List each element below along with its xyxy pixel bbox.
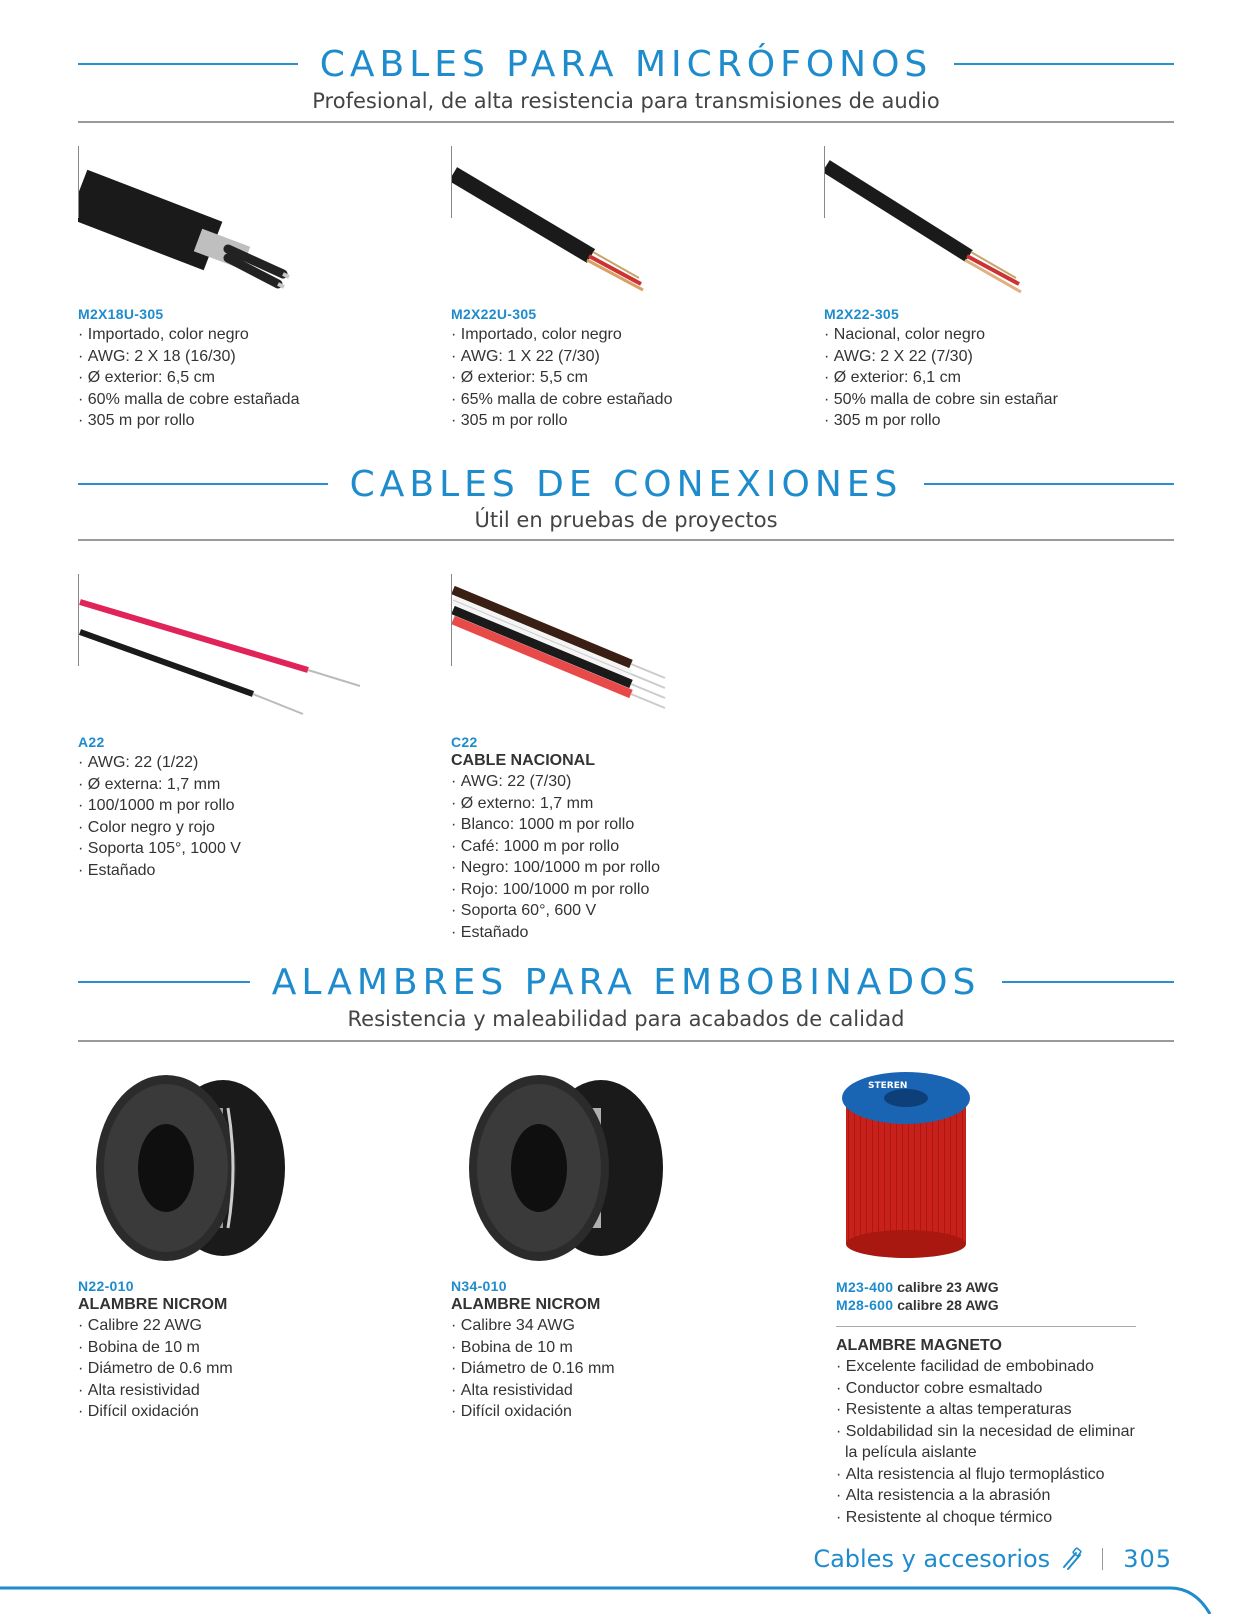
product-image [451,146,791,306]
feature-list [78,1315,418,1423]
feature-item: · Ø exterior: 6,1 cm [824,367,1164,389]
title-line-left [78,63,298,65]
code-description: calibre 28 AWG [897,1297,999,1313]
footer-category: Cables y accesorios [813,1545,1051,1573]
feature-item: · AWG: 1 X 22 (7/30) [451,346,791,368]
product-image [78,574,418,734]
section-title-embobinados [78,960,1174,1004]
mic-cable-image [824,146,1164,306]
feature-item: · Rojo: 100/1000 m por rollo [451,879,791,901]
feature-item: · Ø exterior: 5,5 cm [451,367,791,389]
feature-item: · 65% malla de cobre estañado [451,389,791,411]
section-heading: ALAMBRES PARA EMBOBINADOS [271,961,981,1003]
feature-item: · Diámetro de 0.16 mm [451,1358,791,1380]
section-subtitle: Profesional, de alta resistencia para transmisiones de audio [312,89,940,113]
feature-item: · Resistente a altas temperaturas [836,1399,1136,1421]
feature-item: · Negro: 100/1000 m por rollo [451,857,791,879]
product-n34-010 [451,1068,791,1423]
feature-item: · Calibre 22 AWG [78,1315,418,1337]
section-divider [78,121,1174,123]
feature-item: · Estañado [451,922,791,944]
feature-item: · Café: 1000 m por rollo [451,836,791,858]
product-image [836,1068,1136,1278]
product-code: M2X18U-305 [78,306,164,322]
feature-item: · Ø exterior: 6,5 cm [78,367,418,389]
product-code: M28-600 [836,1297,894,1313]
feature-list [451,771,791,943]
code-description: calibre 23 AWG [897,1279,999,1295]
magnet-wire-spool-image [836,1068,1136,1278]
shielded-cable-image [78,146,418,306]
section-heading: CABLES PARA MICRÓFONOS [319,43,933,85]
product-a22 [78,574,418,881]
title-line-right [924,483,1174,485]
feature-item: · AWG: 2 X 22 (7/30) [824,346,1164,368]
feature-item: · Bobina de 10 m [78,1337,418,1359]
feature-item: · Difícil oxidación [78,1401,418,1423]
product-code: M2X22-305 [824,306,900,322]
feature-item: · Calibre 34 AWG [451,1315,791,1337]
feature-item: · Diámetro de 0.6 mm [78,1358,418,1380]
feature-item: · Importado, color negro [78,324,418,346]
feature-item: · Alta resistividad [451,1380,791,1402]
product-name: ALAMBRE NICROM [451,1296,601,1313]
feature-item: · AWG: 22 (1/22) [78,752,418,774]
section-subtitle: Útil en pruebas de proyectos [474,508,778,532]
feature-item: · Alta resistividad [78,1380,418,1402]
cable-icon [1060,1547,1082,1571]
nichrome-spool-image [451,1068,791,1278]
product-code: A22 [78,734,105,750]
product-image [78,1068,418,1278]
product-code: N22-010 [78,1278,134,1294]
feature-item: · Ø externo: 1,7 mm [451,793,791,815]
product-name: CABLE NACIONAL [451,752,595,769]
title-line-right [1002,981,1174,983]
feature-item: · Nacional, color negro [824,324,1164,346]
feature-list [78,324,418,432]
feature-item: · AWG: 2 X 18 (16/30) [78,346,418,368]
page-footer [813,1545,1172,1573]
feature-item: · 305 m por rollo [824,410,1164,432]
feature-item: · Resistente al choque térmico [836,1507,1136,1529]
title-line-left [78,981,250,983]
feature-list [836,1356,1136,1528]
product-m2x18u-305 [78,146,418,432]
product-divider [836,1326,1136,1327]
product-code: M2X22U-305 [451,306,537,322]
feature-item: · 305 m por rollo [451,410,791,432]
feature-list [824,324,1164,432]
spool-label: STEREN [868,1081,908,1091]
title-line-left [78,483,328,485]
product-code: M23-400 [836,1279,894,1295]
product-code: N34-010 [451,1278,507,1294]
product-code: C22 [451,734,478,750]
hookup-wire-image [78,574,418,734]
feature-item: · Ø externa: 1,7 mm [78,774,418,796]
feature-item: · AWG: 22 (7/30) [451,771,791,793]
product-alambre-magneto [836,1068,1136,1528]
feature-item: · Excelente facilidad de embobinado [836,1356,1136,1378]
feature-item: · Alta resistencia al flujo termoplástico [836,1464,1136,1486]
feature-item: · 60% malla de cobre estañada [78,389,418,411]
product-n22-010 [78,1068,418,1423]
section-divider [78,539,1174,541]
product-image [78,146,418,306]
page-number: 305 [1123,1545,1172,1573]
product-image [824,146,1164,306]
ribbon-cable-image [451,574,791,734]
feature-item: · 305 m por rollo [78,410,418,432]
product-image [451,574,791,734]
section-title-microfonos [78,42,1174,86]
feature-item: · Soporta 105°, 1000 V [78,838,418,860]
product-code-line [836,1278,1136,1296]
feature-item: · Soldabilidad sin la necesidad de eliminar la película aislante [836,1421,1136,1464]
feature-list [78,752,418,881]
feature-item: · Alta resistencia a la abrasión [836,1485,1136,1507]
product-name: ALAMBRE NICROM [78,1296,228,1313]
product-m2x22u-305 [451,146,791,432]
feature-item: · Color negro y rojo [78,817,418,839]
nichrome-spool-image [78,1068,418,1278]
product-m2x22-305 [824,146,1164,432]
footer-wave-decoration [0,1580,1250,1614]
title-line-right [954,63,1174,65]
section-divider [78,1040,1174,1042]
product-c22 [451,574,791,943]
feature-item: · Difícil oxidación [451,1401,791,1423]
footer-separator [1102,1548,1103,1570]
section-subtitle: Resistencia y maleabilidad para acabados de calidad [347,1007,905,1031]
feature-item: · Conductor cobre esmaltado [836,1378,1136,1400]
feature-item: · Soporta 60°, 600 V [451,900,791,922]
section-heading: CABLES DE CONEXIONES [349,463,903,505]
feature-item: · 50% malla de cobre sin estañar [824,389,1164,411]
feature-item: · 100/1000 m por rollo [78,795,418,817]
feature-item: · Blanco: 1000 m por rollo [451,814,791,836]
product-code-line [836,1296,1136,1314]
feature-item: · Estañado [78,860,418,882]
product-name: ALAMBRE MAGNETO [836,1337,1002,1354]
product-image [451,1068,791,1278]
feature-list [451,324,791,432]
feature-item: · Bobina de 10 m [451,1337,791,1359]
feature-item: · Importado, color negro [451,324,791,346]
section-title-conexiones [78,462,1174,506]
feature-list [451,1315,791,1423]
mic-cable-image [451,146,791,306]
